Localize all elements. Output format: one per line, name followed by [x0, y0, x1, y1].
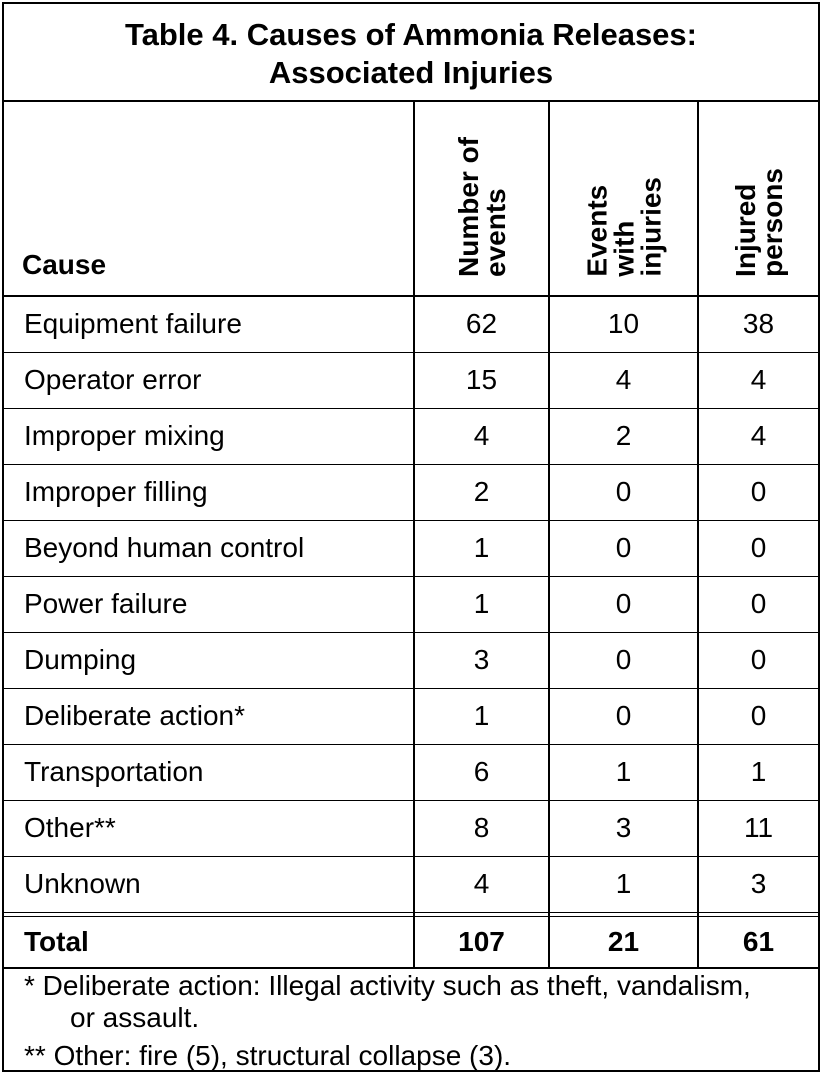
cell-events: 4 [414, 856, 549, 912]
table-title-line-2: Associated Injuries [268, 55, 554, 90]
cell-events: 62 [414, 296, 549, 352]
cell-with-injuries: 3 [549, 800, 698, 856]
cell-cause: Power failure [4, 576, 414, 632]
table-row [4, 520, 818, 576]
table-title-line-1: Table 4. Causes of Ammonia Releases: [125, 17, 697, 52]
table-row [4, 744, 818, 800]
footnote-deliberate-action [24, 970, 818, 1034]
header-injured-line-1: Injured [729, 183, 761, 277]
header-with-injuries-line-1: Events [581, 185, 612, 277]
cell-with-injuries: 4 [549, 352, 698, 408]
cell-events: 6 [414, 744, 549, 800]
header-with-injuries-line-2: with [608, 221, 639, 277]
table-row [4, 408, 818, 464]
cell-injured: 1 [698, 744, 818, 800]
cell-with-injuries: 0 [549, 688, 698, 744]
data-table [4, 102, 818, 969]
header-number-of-events [414, 102, 549, 296]
cell-cause: Deliberate action* [4, 688, 414, 744]
cell-injured: 3 [698, 856, 818, 912]
total-label: Total [4, 916, 414, 968]
cell-events: 15 [414, 352, 549, 408]
cell-injured: 4 [698, 352, 818, 408]
cell-injured: 0 [698, 464, 818, 520]
cell-injured: 11 [698, 800, 818, 856]
header-row [4, 102, 818, 296]
cell-events: 2 [414, 464, 549, 520]
table-title [4, 4, 818, 102]
cell-with-injuries: 0 [549, 632, 698, 688]
cell-events: 1 [414, 688, 549, 744]
cell-with-injuries: 2 [549, 408, 698, 464]
cell-events: 4 [414, 408, 549, 464]
table-row [4, 352, 818, 408]
total-row [4, 916, 818, 968]
cell-cause: Dumping [4, 632, 414, 688]
header-events-with-injuries [549, 102, 698, 296]
header-events-line-2: events [479, 188, 511, 277]
cell-events: 1 [414, 576, 549, 632]
footnote-other: ** Other: fire (5), structural collapse (3). [24, 1040, 512, 1071]
cell-cause: Improper mixing [4, 408, 414, 464]
table-row [4, 296, 818, 352]
footnote-1-line-2: or assault. [70, 1002, 200, 1033]
total-injured: 61 [698, 916, 818, 968]
cell-cause: Transportation [4, 744, 414, 800]
cell-with-injuries: 0 [549, 520, 698, 576]
cell-injured: 0 [698, 520, 818, 576]
cell-with-injuries: 10 [549, 296, 698, 352]
total-with-injuries: 21 [549, 916, 698, 968]
cell-cause: Other** [4, 800, 414, 856]
cell-cause: Beyond human control [4, 520, 414, 576]
cell-injured: 4 [698, 408, 818, 464]
cell-cause: Operator error [4, 352, 414, 408]
total-events: 107 [414, 916, 549, 968]
table-row [4, 688, 818, 744]
cell-cause: Improper filling [4, 464, 414, 520]
cell-injured: 0 [698, 576, 818, 632]
cell-events: 1 [414, 520, 549, 576]
table-row [4, 576, 818, 632]
header-events-line-1: Number of [452, 137, 484, 277]
table-row [4, 856, 818, 912]
cell-with-injuries: 1 [549, 744, 698, 800]
table-row [4, 464, 818, 520]
cell-with-injuries: 1 [549, 856, 698, 912]
footnotes [4, 970, 818, 1072]
table-row [4, 632, 818, 688]
table-row [4, 800, 818, 856]
table-frame [2, 2, 820, 1072]
cell-cause: Unknown [24, 868, 141, 899]
cell-events: 3 [414, 632, 549, 688]
cell-with-injuries: 0 [549, 576, 698, 632]
header-cause: Cause [4, 102, 414, 296]
cell-injured: 0 [698, 632, 818, 688]
footnote-1-line-1: * Deliberate action: Illegal activity such as theft, vandalism, [24, 970, 751, 1001]
cell-with-injuries: 0 [549, 464, 698, 520]
cell-injured: 0 [698, 688, 818, 744]
header-injured-line-2: persons [756, 168, 788, 277]
header-with-injuries-line-3: injuries [635, 177, 666, 277]
header-injured-persons [698, 102, 818, 296]
cell-cause: Equipment failure [4, 296, 414, 352]
cell-injured: 38 [698, 296, 818, 352]
cell-events: 8 [414, 800, 549, 856]
